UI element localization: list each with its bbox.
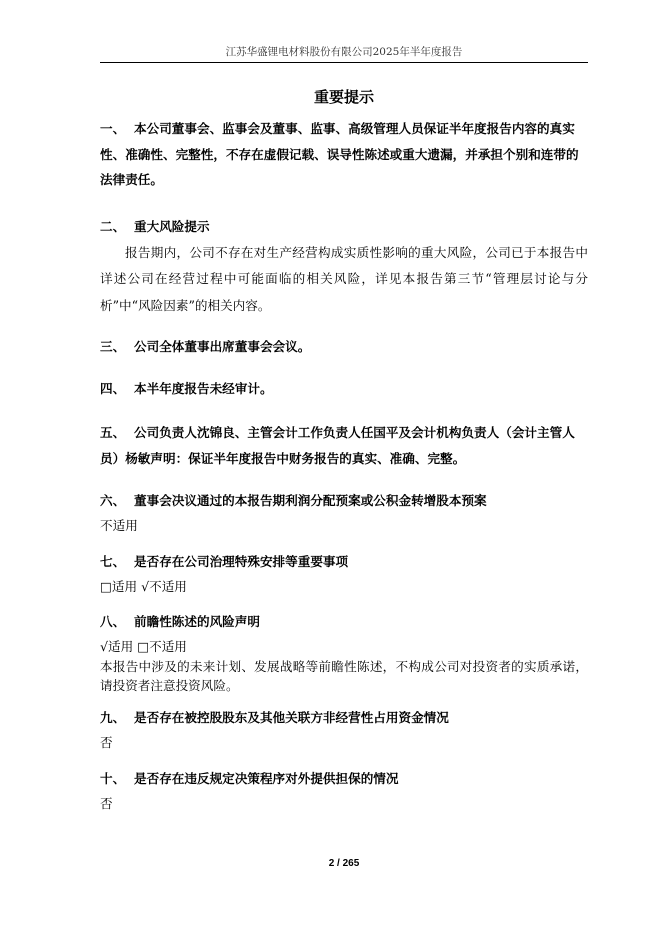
section-4 [100,376,588,402]
section-text: 本公司董事会、监事会及董事、监事、高级管理人员保证半年度报告内容的真实性、准确性、完整性，不存在虚假记载、误导性陈述或重大遗漏，并承担个别和连带的法律责任。 [100,121,579,188]
section-number: 一、 [100,121,126,136]
section-number: 三、 [100,339,126,354]
section-number: 七、 [100,554,126,569]
section-2 [100,214,588,319]
section-text: 本半年度报告未经审计。 [134,381,273,396]
section-answer: 不适用 [100,518,138,533]
section-9 [100,707,588,753]
section-number: 九、 [100,710,126,725]
section-answer: √适用 □不适用 [100,639,187,654]
section-body: 本报告中涉及的未来计划、发展战略等前瞻性陈述，不构成公司对投资者的实质承诺，请投资者注意投资风险。 [100,659,588,693]
section-7 [100,551,588,597]
page-title: 重要提示 [313,88,374,106]
section-3 [100,334,588,360]
section-number: 五、 [100,425,126,440]
section-answer: 否 [100,796,113,811]
section-title: 是否存在被控股股东及其他关联方非经营性占用资金情况 [134,710,449,725]
section-8 [100,611,588,695]
section-title: 是否存在违反规定决策程序对外提供担保的情况 [134,771,399,786]
section-answer: 否 [100,735,113,750]
section-1 [100,116,588,193]
section-text: 公司负责人沈锦良、主管会计工作负责人任国平及会计机构负责人（会计主管人员）杨敏声明：保证半年度报告中财务报告的真实、准确、完整。 [100,425,575,466]
section-number: 十、 [100,771,126,786]
section-title: 董事会决议通过的本报告期利润分配预案或公积金转增股本预案 [134,493,487,508]
section-number: 八、 [100,614,126,629]
section-answer: □适用 √不适用 [100,579,187,594]
section-body: 报告期内，公司不存在对生产经营构成实质性影响的重大风险，公司已于本报告中详述公司在经营过程中可能面临的相关风险，详见本报告第三节“管理层讨论与分析”中“风险因素”的相关内容。 [100,244,588,313]
page-header: 江苏华盛锂电材料股份有限公司2025年半年度报告 [225,46,463,58]
section-number: 二、 [100,219,126,234]
page-number: 2 / 265 [328,858,360,869]
section-number: 六、 [100,493,126,508]
header-rule [100,62,588,63]
section-title: 重大风险提示 [134,219,210,234]
section-title: 前瞻性陈述的风险声明 [134,614,260,629]
section-number: 四、 [100,381,126,396]
section-6 [100,490,588,536]
section-5 [100,420,588,471]
section-title: 是否存在公司治理特殊安排等重要事项 [134,554,349,569]
section-text: 公司全体董事出席董事会会议。 [134,339,311,354]
section-10 [100,768,588,814]
